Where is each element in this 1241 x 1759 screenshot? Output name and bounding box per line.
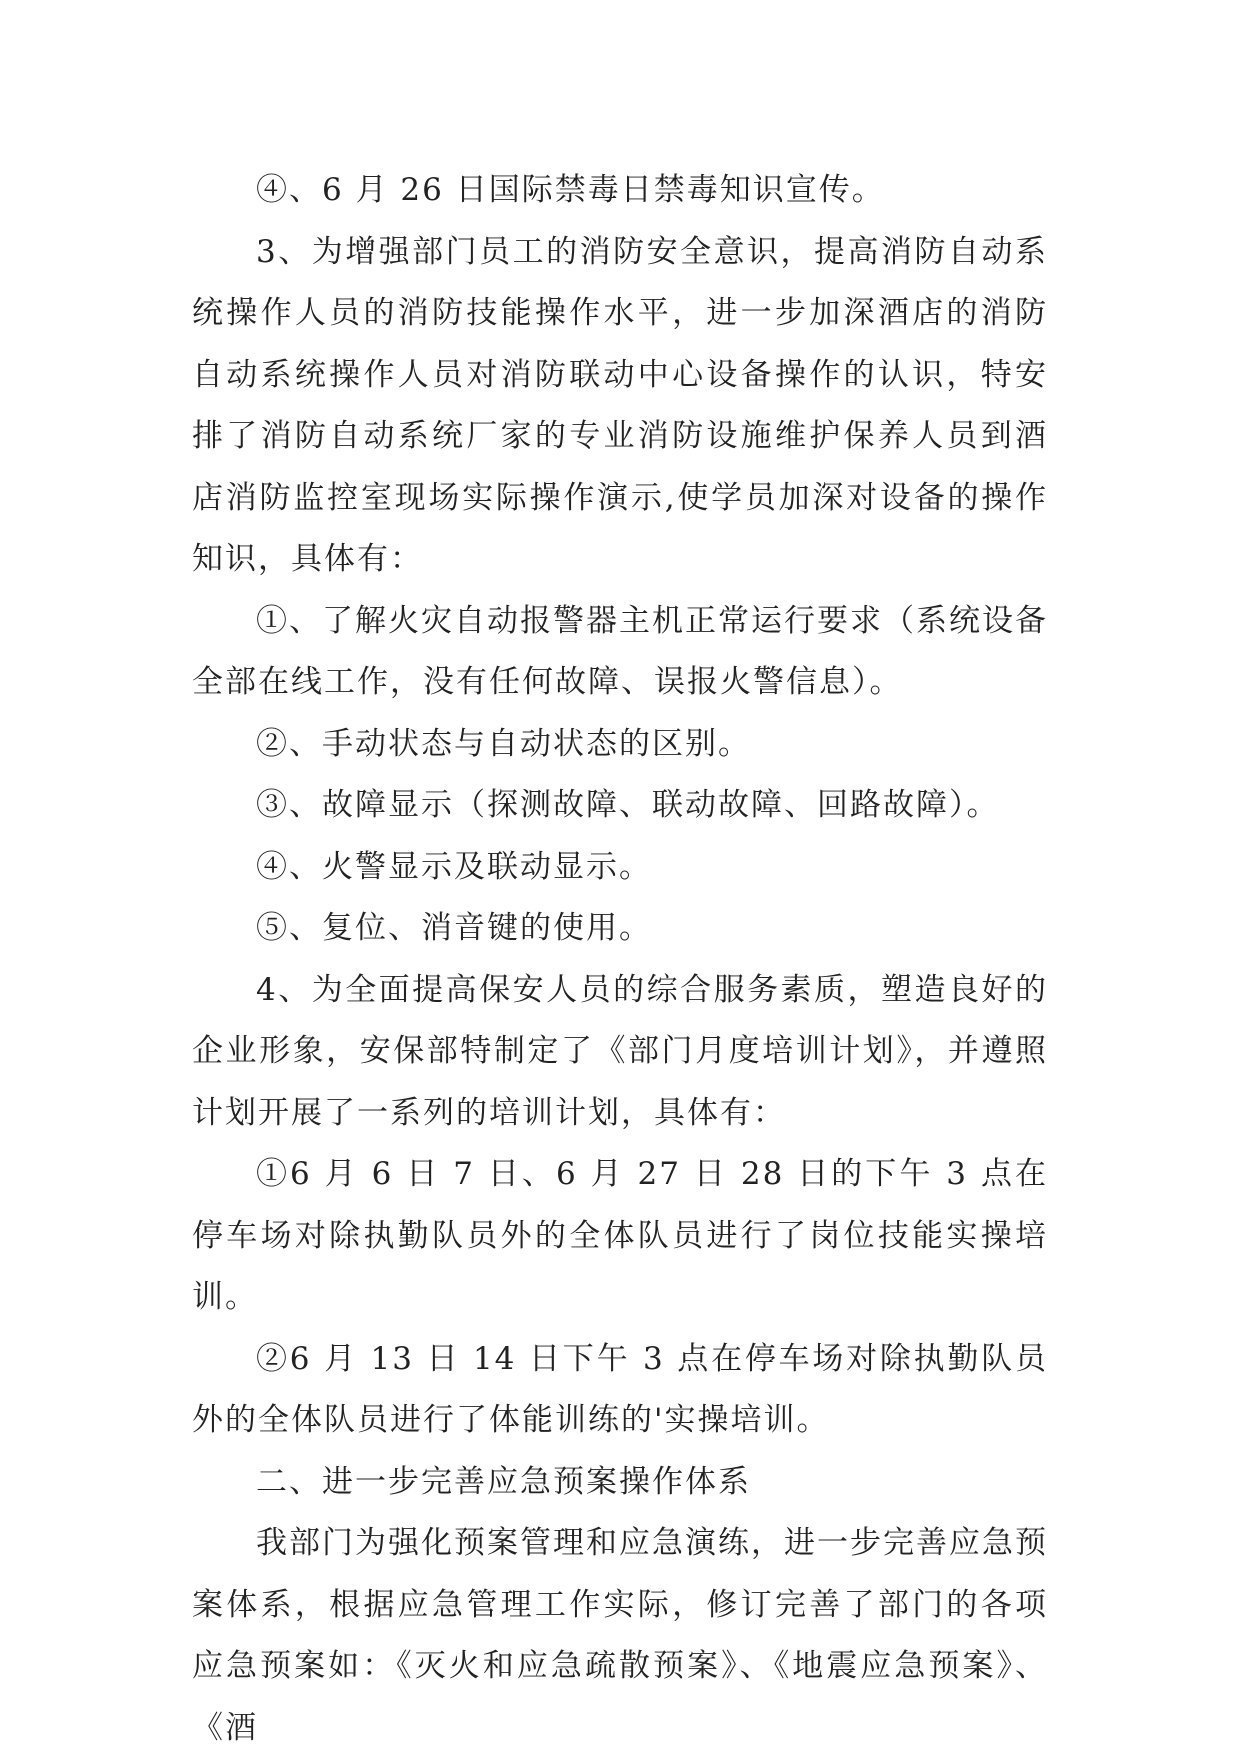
section-heading-emergency-plan: 二、进一步完善应急预案操作体系 — [256, 1463, 751, 1500]
list-item-skill-training: ①6 月 6 日 7 日、6 月 27 日 28 日的下午 3 点在停车场对除执勤队员外的全体队员进行了岗位技能实操培训。 — [192, 1156, 1048, 1315]
paragraph-fire-safety-training: 3、为增强部门员工的消防安全意识，提高消防自动系统操作人员的消防技能操作水平，进一步加深酒店的消防自动系统操作人员对消防联动中心设备操作的认识，特安排了消防自动系统厂家的专业消防设施维护保养人员到酒店消防监控室现场实际操作演示,使学员加深对设备的操作知识，具体有： — [192, 233, 1048, 577]
document-body — [192, 160, 1048, 1759]
list-item-fire-alarm-display: ④、火警显示及联动显示。 — [256, 848, 652, 885]
list-item-reset-mute: ⑤、复位、消音键的使用。 — [256, 910, 652, 946]
paragraph-antidrug-day: ④、6 月 26 日国际禁毒日禁毒知识宣传。 — [256, 172, 885, 208]
list-item-fitness-training: ②6 月 13 日 14 日下午 3 点在停车场对除执勤队员外的全体队员进行了体能训练的'实操培训。 — [192, 1340, 1048, 1438]
list-item-manual-auto: ②、手动状态与自动状态的区别。 — [256, 725, 751, 762]
list-item-fault-display: ③、故障显示（探测故障、联动故障、回路故障）。 — [256, 787, 1000, 823]
paragraph-training-plan: 4、为全面提高保安人员的综合服务素质，塑造良好的企业形象，安保部特制定了《部门月度培训计划》，并遵照计划开展了一系列的培训计划，具体有： — [192, 971, 1048, 1131]
list-item-alarm-host: ①、了解火灾自动报警器主机正常运行要求（系统设备全部在线工作，没有任何故障、误报火警信息）。 — [192, 602, 1048, 700]
paragraph-emergency-plan: 我部门为强化预案管理和应急演练，进一步完善应急预案体系，根据应急管理工作实际，修订完善了部门的各项应急预案如：《灭火和应急疏散预案》、《地震应急预案》、《酒 — [192, 1525, 1048, 1746]
